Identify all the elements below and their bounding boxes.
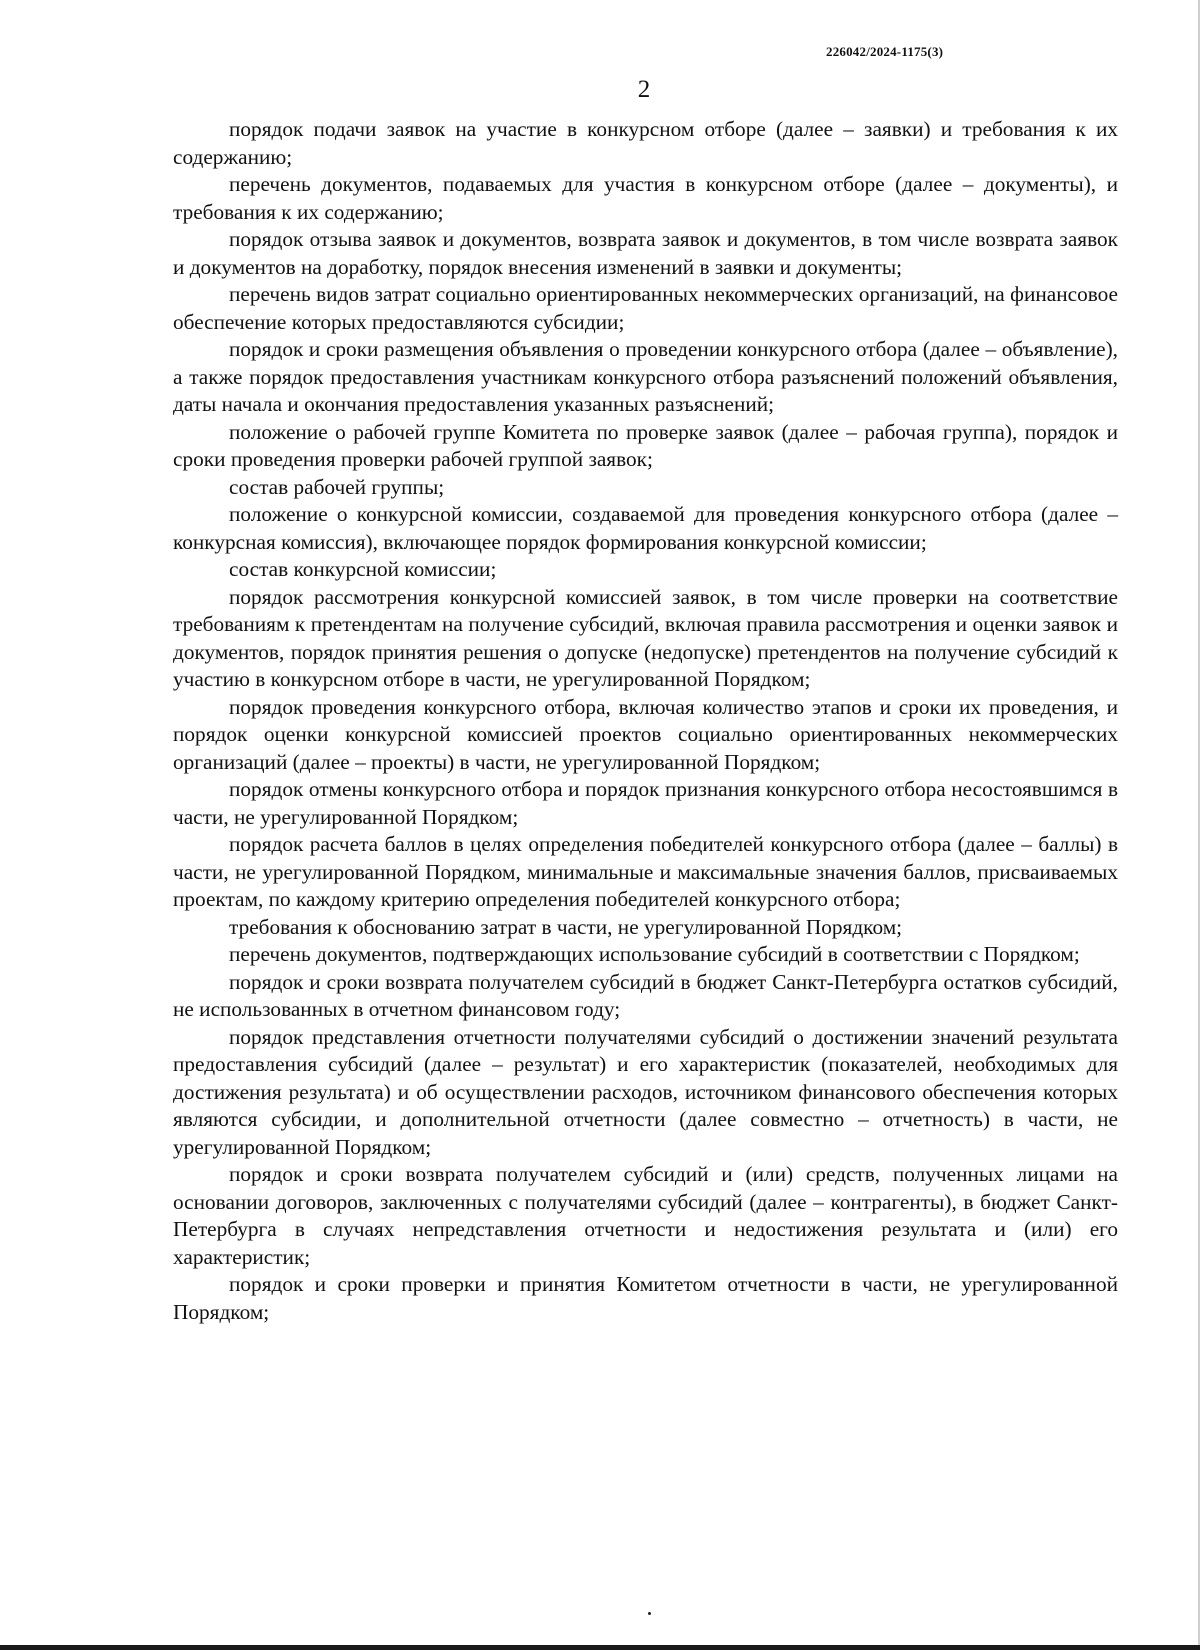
paragraph: порядок подачи заявок на участие в конкурсном отборе (далее – заявки) и требования к их содержанию;: [173, 117, 1118, 169]
paragraph: порядок представления отчетности получателями субсидий о достижении значений результата предоставления субсидий (далее – результат) и его характеристик (показателей, необходимых для достижения результата) и об осуществлении расходов, источником финансового обеспечения которых являются субсидии, и дополнительной отчетности (далее совместно – отчетность) в части, не урегулированной Порядком;: [173, 1024, 1118, 1159]
paragraph: требования к обоснованию затрат в части, не урегулированной Порядком;: [229, 914, 903, 939]
paragraph: положение о конкурсной комиссии, создаваемой для проведения конкурсного отбора (далее – конкурсная комиссия), включающее порядок формирования конкурсной комиссии;: [173, 502, 1118, 554]
paragraph: порядок и сроки размещения объявления о проведении конкурсного отбора (далее – объявление), а также порядок предоставления участникам конкурсного отбора разъяснений положений объявления, даты начала и окончания предоставления указанных разъяснений;: [173, 337, 1118, 416]
paragraph: порядок проведения конкурсного отбора, включая количество этапов и сроки их проведения, и порядок оценки конкурсной комиссией проектов социально ориентированных некоммерческих организаций (далее – проекты) в части, не урегулированной Порядком;: [173, 694, 1118, 774]
page-number: 2: [637, 76, 651, 103]
paragraph: положение о рабочей группе Комитета по проверке заявок (далее – рабочая группа), порядок и сроки проведения проверки рабочей группой заявок;: [173, 419, 1118, 471]
scan-artifact-dot: [648, 1612, 651, 1615]
paragraph: порядок и сроки возврата получателем субсидий и (или) средств, полученных лицами на основании договоров, заключенных с получателями субсидий (далее – контрагенты), в бюджет Санкт-Петербурга в случаях непредставления отчетности и недостижения результата и (или) его характеристик;: [173, 1162, 1118, 1269]
paragraph: порядок расчета баллов в целях определения победителей конкурсного отбора (далее – баллы) в части, не урегулированной Порядком, минимальные и максимальные значения баллов, присваиваемых проектам, по каждому критерию определения победителей конкурсного отбора;: [173, 832, 1118, 911]
paragraph: порядок и сроки проверки и принятия Комитетом отчетности в части, не урегулированной Порядком;: [173, 1272, 1118, 1324]
paragraph: перечень документов, подтверждающих использование субсидий в соответствии с Порядком;: [229, 942, 1080, 966]
paragraph: перечень видов затрат социально ориентированных некоммерческих организаций, на финансовое обеспечение которых предоставляются субсидии;: [173, 282, 1118, 334]
paragraph: состав рабочей группы;: [229, 474, 445, 499]
document-body: [173, 116, 1118, 1326]
paragraph: порядок отзыва заявок и документов, возврата заявок и документов, в том числе возврата заявок и документов на доработку, порядок внесения изменений в заявки и документы;: [173, 227, 1118, 279]
paragraph: порядок отмены конкурсного отбора и порядок признания конкурсного отбора несостоявшимся в части, не урегулированной Порядком;: [173, 777, 1118, 829]
document-registration-number: 226042/2024-1175(3): [826, 44, 944, 59]
scan-edge-bottom: [0, 1645, 1200, 1650]
paragraph: состав конкурсной комиссии;: [229, 557, 497, 581]
paragraph: перечень документов, подаваемых для участия в конкурсном отборе (далее – документы), и требования к их содержанию;: [173, 172, 1118, 224]
paragraph: порядок и сроки возврата получателем субсидий в бюджет Санкт-Петербурга остатков субсидий, не использованных в отчетном финансовом году;: [173, 969, 1118, 1021]
paragraph: порядок рассмотрения конкурсной комиссией заявок, в том числе проверки на соответствие требованиям к претендентам на получение субсидий, включая правила рассмотрения и оценки заявок и документов, порядок принятия решения о допуске (недопуске) претендентов на получение субсидий к участию в конкурсном отборе в части, не урегулированной Порядком;: [173, 584, 1118, 691]
